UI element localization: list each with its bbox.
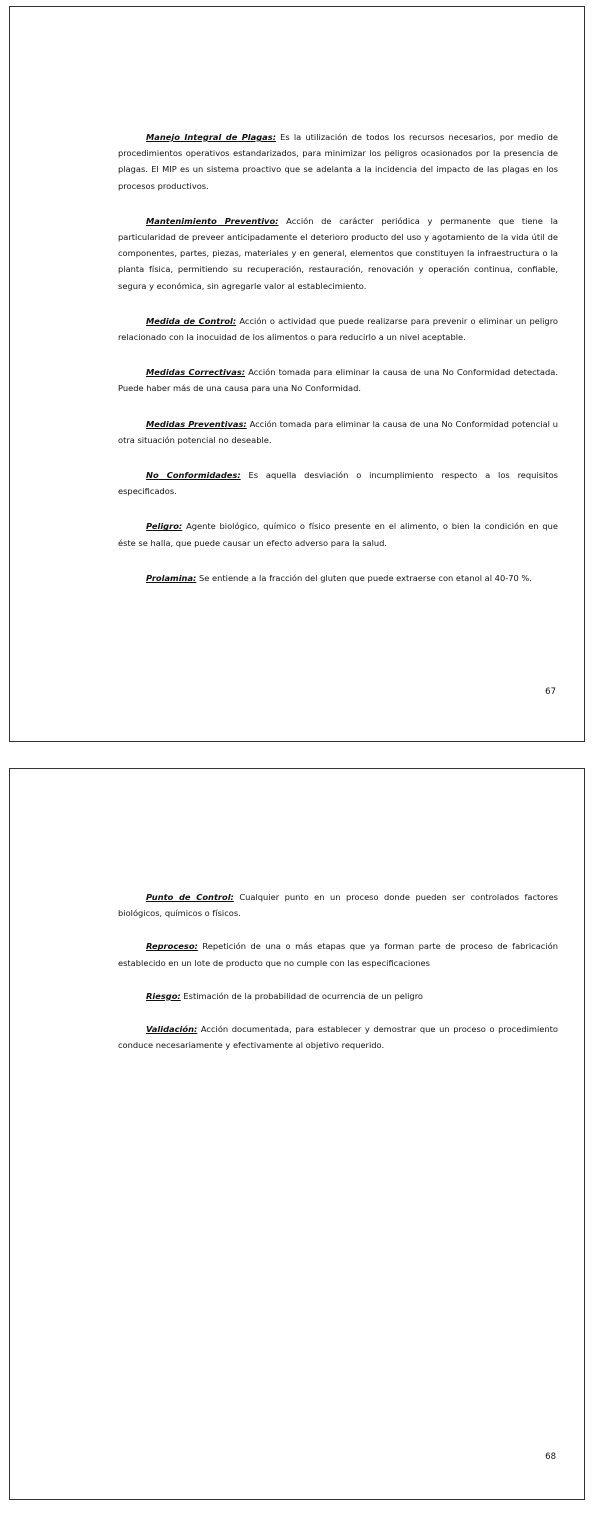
- term: Medidas Correctivas:: [146, 367, 246, 378]
- glossary-content: [118, 889, 558, 1070]
- term: Medida de Control:: [146, 315, 237, 326]
- term: Punto de Control:: [146, 892, 234, 902]
- term: Peligro:: [146, 521, 183, 532]
- definition: Se entiende a la fracción del gluten que puede extraerse con etanol al 40-70 %.: [199, 572, 532, 583]
- glossary-entry-medidas-preventivas: [118, 416, 558, 448]
- term: Manejo Integral de Plagas:: [146, 132, 277, 142]
- glossary-entry-riesgo: [118, 988, 558, 1004]
- glossary-entry-no-conformidades: [118, 467, 558, 499]
- term: Reproceso:: [146, 941, 198, 952]
- term: Mantenimiento Preventivo:: [146, 215, 279, 226]
- definition: Acción tomada para eliminar la causa de una No Conformidad potencial u otra situación potencial no deseable.: [118, 418, 559, 445]
- glossary-entry-validacion: [118, 1021, 558, 1053]
- glossary-entry-reproceso: [118, 938, 558, 970]
- glossary-entry-punto-de-control: [118, 889, 558, 921]
- term: Validación:: [146, 1024, 198, 1035]
- term: Medidas Preventivas:: [146, 418, 247, 429]
- page-number: 68: [545, 1452, 556, 1462]
- definition: Es aquella desviación o incumplimiento respecto a los requisitos especificados.: [118, 470, 559, 497]
- definition: Acción de carácter periódica y permanente que tiene la particularidad de preveer anticipadamente el deterioro producto del uso y agotamiento de la vida útil de componentes, partes, piezas, materiales y en general, elementos que constituyen la infraestructura o la planta física, permitiendo su recuperación, restauración, renovación y operación continua, confiable, segura y económica, sin agregarle valor al establecimiento.: [118, 215, 558, 291]
- definition: Repetición de una o más etapas que ya forman parte de proceso de fabricación establecido en un lote de producto que no cumple con las especificaciones: [118, 941, 559, 968]
- glossary-entry-mantenimiento-preventivo: [118, 213, 558, 294]
- page-67: [9, 6, 585, 742]
- term: No Conformidades:: [146, 470, 241, 481]
- glossary-entry-peligro: [118, 518, 558, 550]
- glossary-entry-prolamina: [118, 570, 558, 586]
- definition: Cualquier punto en un proceso donde pueden ser controlados factores biológicos, químicos o físicos.: [118, 892, 558, 919]
- page-number: 67: [545, 687, 556, 697]
- definition: Es la utilización de todos los recursos necesarios, por medio de procedimientos operativos estandarizados, para minimizar los peligros ocasionados por la presencia de plagas. El MIP es un sistema proactivo que se adelanta a la incidencia del impacto de las plagas en los procesos productivos.: [118, 132, 559, 191]
- term: Riesgo:: [146, 990, 181, 1001]
- definition: Estimación de la probabilidad de ocurrencia de un peligro: [183, 990, 423, 1001]
- term: Prolamina:: [146, 572, 197, 583]
- definition: Acción documentada, para establecer y demostrar que un proceso o procedimiento conduce necesariamente y efectivamente al objetivo requerido.: [118, 1024, 558, 1051]
- glossary-content: [118, 129, 558, 605]
- definition: Acción tomada para eliminar la causa de una No Conformidad detectada. Puede haber más de una causa para una No Conformidad.: [118, 367, 559, 394]
- definition: Acción o actividad que puede realizarse para prevenir o eliminar un peligro relacionado con la inocuidad de los alimentos o para reducirlo a un nivel aceptable.: [118, 315, 559, 343]
- glossary-entry-medidas-correctivas: [118, 364, 558, 396]
- definition: Agente biológico, químico o físico presente en el alimento, o bien la condición en que éste se halla, que puede causar un efecto adverso para la salud.: [118, 521, 558, 548]
- page-68: [9, 768, 585, 1500]
- glossary-entry-medida-de-control: [118, 313, 558, 345]
- glossary-entry-manejo-integral-de-plagas: [118, 129, 558, 194]
